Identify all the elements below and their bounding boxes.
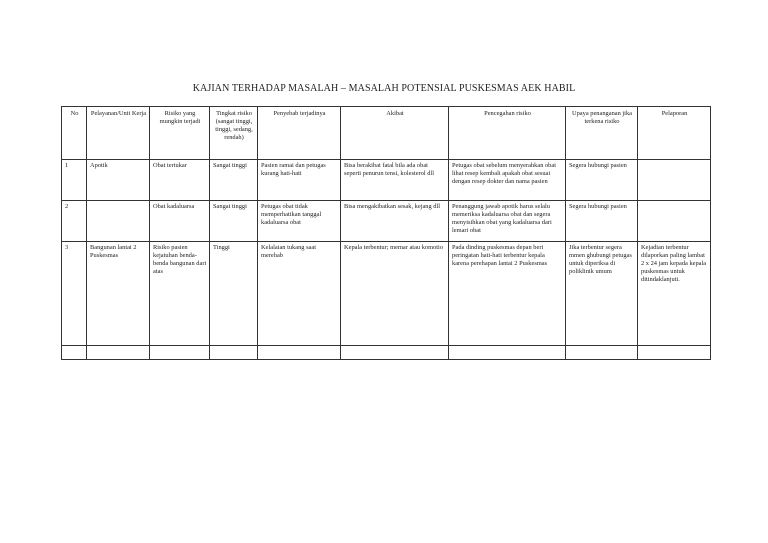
document-title: KAJIAN TERHADAP MASALAH – MASALAH POTENSIAL PUSKESMAS AEK HABIL: [192, 83, 576, 94]
cell-upaya: Segera hubungi pasien: [566, 201, 638, 242]
cell-penyebab: Petugas obat tidak memperhatikan tanggal kadaluarsa obat: [258, 201, 341, 242]
header-no: No: [62, 107, 87, 160]
table-row: [62, 160, 711, 201]
cell-risiko: Obat tertukar: [150, 160, 210, 201]
empty-cell: [258, 346, 341, 360]
header-tingkat: Tingkat risiko (sangat tinggi, tinggi, sedang, rendah): [210, 107, 258, 160]
cell-unit: Apotik: [87, 160, 150, 201]
cell-upaya: Jika terbentur segera mmen ghubungi petugas untuk diperiksa di poliklinik umum: [566, 242, 638, 346]
header-row: [62, 107, 711, 160]
cell-tingkat: Tinggi: [210, 242, 258, 346]
cell-no: 1: [62, 160, 87, 201]
header-akibat: Akibat: [341, 107, 449, 160]
cell-pencegahan: Pada dinding puskesmas depan beri peringatan hati-hati terbentur kepala karena perehapan lantai 2 Puskesmas: [449, 242, 566, 346]
header-penyebab: Penyebab terjadinya: [258, 107, 341, 160]
cell-akibat: Bisa berakibat fatal bila ada obat seperti penurun tensi, kolesterol dll: [341, 160, 449, 201]
empty-cell: [87, 346, 150, 360]
cell-akibat: Kepala terbentur; memar atau komotio: [341, 242, 449, 346]
cell-pelaporan: [638, 160, 711, 201]
cell-penyebab: Kelalaian tukang saat merehab: [258, 242, 341, 346]
table-row: [62, 242, 711, 346]
cell-no: 2: [62, 201, 87, 242]
cell-tingkat: Sangat tinggi: [210, 160, 258, 201]
table-row: [62, 201, 711, 242]
empty-cell: [449, 346, 566, 360]
empty-cell: [150, 346, 210, 360]
cell-pelaporan: Kejadian terbentur dilaporkan paling lambat 2 x 24 jam kepada kepala puskesmas untuk ditindaklanjuti.: [638, 242, 711, 346]
cell-risiko: Obat kadaluarsa: [150, 201, 210, 242]
empty-cell: [638, 346, 711, 360]
risk-assessment-table: [61, 106, 711, 360]
header-upaya: Upaya penanganan jika terkena risiko: [566, 107, 638, 160]
cell-akibat: Bisa mengakibatkan sesak, kejang dll: [341, 201, 449, 242]
cell-pelaporan: [638, 201, 711, 242]
empty-cell: [566, 346, 638, 360]
cell-unit: Bangunan lantai 2 Puskesmas: [87, 242, 150, 346]
cell-unit: [87, 201, 150, 242]
cell-risiko: Risiko pasien kejatuhan benda-benda bangunan dari atas: [150, 242, 210, 346]
cell-upaya: Segera hubungi pasien: [566, 160, 638, 201]
empty-cell: [210, 346, 258, 360]
header-risiko: Risiko yang mungkin terjadi: [150, 107, 210, 160]
header-unit: Pelayanan/Unit Kerja: [87, 107, 150, 160]
empty-cell: [341, 346, 449, 360]
header-pencegahan: Pencegahan risiko: [449, 107, 566, 160]
cell-penyebab: Pasien ramai dan petugas kurang hati-hati: [258, 160, 341, 201]
header-pelaporan: Pelaporan: [638, 107, 711, 160]
empty-table-row: [62, 346, 711, 360]
empty-cell: [62, 346, 87, 360]
cell-pencegahan: Petugas obat sebelum menyerahkan obat lihat resep kembali apakah obat sesuai dengan resep dokter dan nama pasien: [449, 160, 566, 201]
cell-no: 3: [62, 242, 87, 346]
cell-tingkat: Sangat tinggi: [210, 201, 258, 242]
cell-pencegahan: Penanggung jawab apotik harus selalu memeriksa kadaluarsa obat dan segera menyisihkan obat yang kadaluarsa dari lemari obat: [449, 201, 566, 242]
